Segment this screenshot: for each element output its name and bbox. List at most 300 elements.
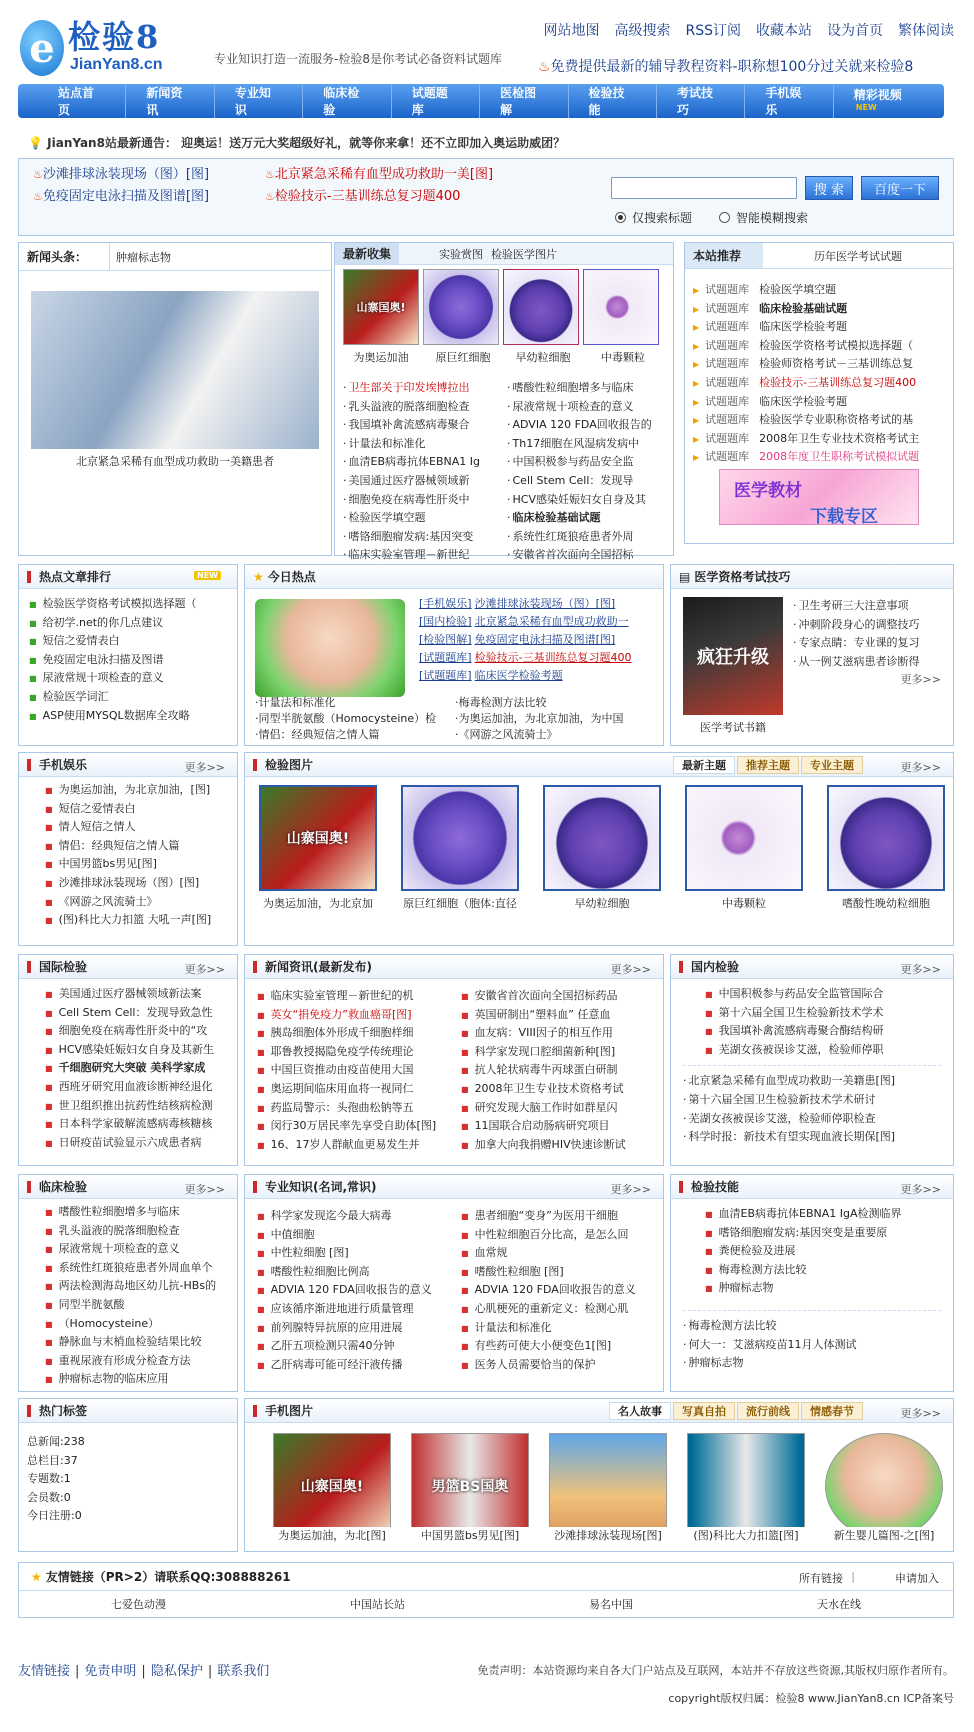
- list-item[interactable]: [461, 1337, 661, 1356]
- list-item[interactable]: [45, 1059, 237, 1078]
- list-item[interactable]: [507, 379, 669, 398]
- list-item-text: 芜湖女孩被误诊艾滋，检验师停职: [718, 1042, 884, 1056]
- exam-book-cover[interactable]: [683, 597, 783, 715]
- phone-pic[interactable]: [411, 1433, 529, 1539]
- list-item[interactable]: [29, 595, 237, 614]
- domestic-box: [670, 954, 954, 1166]
- recommend-item[interactable]: [693, 355, 949, 374]
- banner-bottom-text: 下载专区: [810, 507, 878, 527]
- list-item[interactable]: [29, 651, 237, 670]
- footer-link[interactable]: 友情链接: [18, 1664, 71, 1679]
- list-item[interactable]: [683, 1317, 953, 1336]
- recommend-list: [693, 281, 949, 467]
- book-caption[interactable]: 医学考试书籍: [700, 721, 766, 734]
- lab-pic-caption[interactable]: 为奥运加油，为北京加: [263, 897, 373, 910]
- more-link[interactable]: 更多>>: [184, 1183, 225, 1196]
- lab-pic-caption[interactable]: 原巨红细胞（胞体:直径: [403, 897, 517, 910]
- list-item[interactable]: [461, 1024, 661, 1043]
- nav-item[interactable]: [500, 84, 568, 118]
- hot-link-2[interactable]: [265, 163, 493, 182]
- list-item[interactable]: [461, 1207, 661, 1226]
- list-item-text: 医务人员需要恰当的保护: [474, 1357, 596, 1371]
- domestic-list-2: [671, 1072, 953, 1146]
- tab[interactable]: 专业主题: [801, 756, 863, 774]
- recent-list-2: [507, 379, 669, 565]
- list-item[interactable]: [45, 1370, 237, 1389]
- list-item[interactable]: [793, 616, 949, 635]
- phone-pic[interactable]: [825, 1433, 943, 1539]
- list-item[interactable]: [257, 1226, 457, 1245]
- list-item[interactable]: [45, 874, 237, 893]
- friend-link[interactable]: 七爱色动漫: [111, 1598, 166, 1611]
- more-link[interactable]: 更多>>: [900, 963, 941, 976]
- hot-link-text: 检验技示-三基训练总复习题400: [274, 189, 461, 204]
- nav-item[interactable]: [677, 84, 745, 118]
- list-item[interactable]: [705, 1041, 953, 1060]
- news-list-1: [257, 987, 457, 1154]
- list-item[interactable]: [683, 1072, 953, 1091]
- list-item-text: 临床实验室管理－新世纪的机: [270, 989, 414, 1002]
- list-item[interactable]: [461, 1061, 661, 1080]
- intl-lab-box: [18, 954, 238, 1166]
- recommend-item[interactable]: [693, 393, 949, 412]
- top-links: [543, 20, 954, 40]
- nav-item[interactable]: [146, 84, 214, 118]
- list-item[interactable]: [45, 1078, 237, 1097]
- recommend-item[interactable]: [693, 374, 949, 393]
- item-title: 检验医学资格考试模拟选择题（: [759, 338, 914, 352]
- list-item[interactable]: [45, 1240, 237, 1259]
- new-badge: NEW: [194, 571, 221, 580]
- today-bottom-item[interactable]: 情侣：经典短信之情人篇: [258, 728, 380, 741]
- list-item[interactable]: [683, 1128, 953, 1147]
- list-item[interactable]: [257, 987, 457, 1006]
- list-item-text: 闵行30万居民率先享受自助体[图]: [270, 1119, 437, 1133]
- recent-thumb-caption[interactable]: 为奥运加油: [353, 351, 409, 364]
- search-button[interactable]: 搜 索: [805, 176, 853, 200]
- list-item[interactable]: [507, 491, 669, 510]
- nav-item[interactable]: [323, 84, 391, 118]
- phone-pic[interactable]: [549, 1433, 667, 1539]
- list-item-text: 胰岛细胞体外形成千细胞样细: [270, 1026, 414, 1040]
- list-item[interactable]: [257, 1356, 457, 1375]
- list-item[interactable]: [683, 1110, 953, 1129]
- list-item[interactable]: [45, 985, 237, 1004]
- bullet: ·: [455, 728, 459, 741]
- lab-pic[interactable]: [543, 785, 661, 891]
- list-item[interactable]: [257, 1244, 457, 1263]
- list-item[interactable]: [461, 1281, 661, 1300]
- list-item[interactable]: [461, 1226, 661, 1245]
- list-item[interactable]: [343, 453, 503, 472]
- section-title: 检验技能: [691, 1180, 740, 1194]
- list-item[interactable]: [507, 435, 669, 454]
- list-item[interactable]: [461, 1300, 661, 1319]
- list-item[interactable]: [45, 1115, 237, 1134]
- list-item[interactable]: [793, 653, 949, 672]
- today-hot-row[interactable]: [419, 667, 659, 685]
- list-item[interactable]: [45, 1352, 237, 1371]
- list-item[interactable]: [257, 1263, 457, 1282]
- recommend-tab[interactable]: 历年医学考试试题: [814, 249, 902, 263]
- list-item[interactable]: [45, 800, 237, 819]
- list-item[interactable]: [29, 688, 237, 707]
- list-item-text: 世卫组织推出抗药性结核病检测: [58, 1098, 213, 1112]
- friend-link[interactable]: 天水在线: [817, 1598, 861, 1611]
- phone-pic-caption[interactable]: 为奥运加油，为北[图]: [265, 1527, 399, 1543]
- today-hot-row[interactable]: [419, 631, 659, 649]
- list-item[interactable]: [793, 634, 949, 653]
- all-links[interactable]: 所有链接: [799, 1572, 843, 1585]
- list-item[interactable]: [257, 1099, 457, 1118]
- lab-pic-caption[interactable]: 嗜酸性晚幼粒细胞: [842, 897, 930, 910]
- list-item[interactable]: [45, 1315, 237, 1334]
- nav-label: 医检图解: [500, 86, 537, 117]
- today-bottom-item[interactable]: 为奥运加油，为北京加油，为中国: [458, 712, 624, 725]
- lab-pic-caption[interactable]: 中毒颗粒: [722, 897, 766, 910]
- list-item[interactable]: [257, 1117, 457, 1136]
- list-item[interactable]: [257, 1136, 457, 1155]
- list-item-text: 细胞免疫在病毒性肝炎中: [348, 492, 470, 506]
- item-title: 2008年度卫生职称考试模拟试题: [759, 450, 920, 464]
- baidu-search-button[interactable]: 百度一下: [861, 176, 939, 200]
- list-item[interactable]: [705, 1261, 953, 1280]
- footer-link[interactable]: 联系我们: [217, 1664, 270, 1679]
- recommend-item[interactable]: [693, 318, 949, 337]
- list-item-text: 检验医学词汇: [42, 689, 109, 703]
- item-title: 检验医学专业职称资格考试的基: [759, 413, 914, 427]
- list-item[interactable]: [461, 1080, 661, 1099]
- list-item[interactable]: [29, 632, 237, 651]
- list-item[interactable]: [257, 1061, 457, 1080]
- logo-text: 检验8: [68, 18, 161, 56]
- row-title: 检验技示-三基训练总复习题400: [474, 651, 632, 664]
- list-item[interactable]: [257, 1006, 457, 1025]
- recent-thumb-caption[interactable]: 中毒颗粒: [601, 351, 645, 364]
- list-item[interactable]: [257, 1080, 457, 1099]
- phone-pics-box: [244, 1398, 954, 1552]
- list-item[interactable]: [507, 453, 669, 472]
- list-item-text: 中性粒细胞 [图]: [270, 1246, 349, 1260]
- list-item[interactable]: [343, 398, 503, 417]
- list-item[interactable]: [461, 1356, 661, 1375]
- list-item[interactable]: [343, 472, 503, 491]
- list-item[interactable]: [461, 1319, 661, 1338]
- list-item[interactable]: [45, 837, 237, 856]
- hot-link-4[interactable]: [265, 185, 460, 204]
- more-link[interactable]: 更多>>: [900, 1407, 941, 1420]
- headline-value[interactable]: 肿瘤标志物: [109, 243, 331, 270]
- list-item[interactable]: [705, 985, 953, 1004]
- list-item[interactable]: [343, 435, 503, 454]
- knowledge-list-1: [257, 1207, 457, 1374]
- list-item[interactable]: [45, 1203, 237, 1222]
- footer-link[interactable]: 免责申明: [84, 1664, 137, 1679]
- list-item[interactable]: [257, 1337, 457, 1356]
- textbook-banner[interactable]: [719, 469, 919, 525]
- list-item[interactable]: [257, 1024, 457, 1043]
- book-title: 疯狂升级: [697, 647, 769, 668]
- star-icon: ★: [253, 569, 264, 584]
- row-category: [手机娱乐]: [419, 597, 472, 610]
- list-item[interactable]: [45, 1277, 237, 1296]
- row-title: 北京紧急采稀有血型成功救助一: [474, 615, 629, 628]
- list-item[interactable]: [705, 1242, 953, 1261]
- list-item[interactable]: [461, 1006, 661, 1025]
- list-item[interactable]: [45, 1259, 237, 1278]
- item-title: 检验医学填空题: [759, 283, 837, 296]
- tab[interactable]: 最新主题: [673, 756, 735, 774]
- list-item[interactable]: [27, 1433, 237, 1452]
- nav-item[interactable]: [589, 84, 657, 118]
- more-link[interactable]: 更多>>: [184, 761, 225, 774]
- recommend-item[interactable]: [693, 448, 949, 467]
- recent-thumb-caption[interactable]: 早幼粒细胞: [515, 351, 571, 364]
- list-item[interactable]: [45, 781, 237, 800]
- clinical-list: [19, 1199, 237, 1389]
- list-item[interactable]: [507, 472, 669, 491]
- tab[interactable]: 名人故事: [609, 1402, 671, 1420]
- list-item[interactable]: [257, 1207, 457, 1226]
- today-bottom-item[interactable]: 同型半胱氨酸（Homocysteine）检: [258, 712, 437, 725]
- hot-link-text: 沙滩排球泳装现场（图）[图]: [42, 167, 210, 182]
- list-item-text: 检验医学资格考试模拟选择题（: [42, 597, 197, 610]
- item-title: 临床医学检验考题: [759, 320, 848, 334]
- list-item[interactable]: [29, 614, 237, 633]
- more-link[interactable]: 更多>>: [900, 673, 941, 686]
- phone-pic-caption[interactable]: (图)科比大力扣篮[图]: [679, 1527, 813, 1543]
- list-item[interactable]: [257, 1319, 457, 1338]
- hot-link-1[interactable]: [33, 163, 209, 182]
- list-item-text: 嗜酸性粒细胞增多与临床: [58, 1205, 180, 1218]
- list-item[interactable]: [507, 546, 669, 565]
- lab-pic[interactable]: [827, 785, 945, 891]
- recent-tab-2[interactable]: 检验医学图片: [491, 247, 558, 261]
- list-item[interactable]: [461, 1117, 661, 1136]
- list-item[interactable]: [507, 528, 669, 547]
- list-item[interactable]: [343, 491, 503, 510]
- recent-thumb[interactable]: [343, 269, 419, 345]
- section-title: 热点文章排行: [39, 570, 112, 584]
- nav-item[interactable]: [412, 84, 480, 118]
- phone-pic-caption[interactable]: 沙滩排球泳装现场[图]: [541, 1527, 675, 1543]
- list-item-text: 患者细胞“变身”为医用干细胞: [474, 1209, 618, 1222]
- list-item[interactable]: [257, 1281, 457, 1300]
- list-item[interactable]: [507, 416, 669, 435]
- list-item[interactable]: [45, 1097, 237, 1116]
- recommend-item[interactable]: [693, 430, 949, 449]
- radio-icon: [615, 212, 626, 223]
- nav-item[interactable]: [58, 84, 126, 118]
- list-item-text: 中性粒细胞百分比高，是怎么回: [474, 1227, 629, 1241]
- list-item[interactable]: [461, 1043, 661, 1062]
- list-item[interactable]: [45, 1022, 237, 1041]
- list-item-text: 科学家发现口腔细菌新种[图]: [474, 1044, 616, 1058]
- list-item-text: 粪便检验及进展: [718, 1244, 796, 1258]
- phone-pic-caption[interactable]: 新生婴儿篇图-之[图]: [817, 1527, 951, 1543]
- list-item-text: 抗人轮状病毒牛丙球蛋白研制: [474, 1063, 618, 1077]
- section-title: 友情链接（PR>2）请联系QQ:308888261: [45, 1570, 291, 1584]
- friend-links: [19, 1591, 953, 1617]
- list-item-text: 我国填补禽流感病毒聚合: [348, 418, 470, 432]
- list-item[interactable]: [461, 1136, 661, 1155]
- list-item-text: 为奥运加油，为北京加油，[图]: [58, 783, 211, 796]
- skills-list-2: [671, 1317, 953, 1373]
- main-nav: [18, 84, 944, 118]
- recommend-item[interactable]: [693, 411, 949, 430]
- list-item[interactable]: [793, 597, 949, 616]
- list-item[interactable]: [27, 1507, 237, 1526]
- recent-thumb[interactable]: [503, 269, 579, 345]
- recent-thumb[interactable]: [583, 269, 659, 345]
- section-bar: [27, 1181, 31, 1193]
- list-item[interactable]: [507, 398, 669, 417]
- lab-pic[interactable]: [685, 785, 803, 891]
- more-link[interactable]: 更多>>: [900, 1183, 941, 1196]
- apply-link[interactable]: 申请加入: [895, 1572, 939, 1585]
- list-item-text: 肿瘤标志物: [718, 1281, 774, 1295]
- recent-thumb-caption[interactable]: 原巨红细胞: [435, 351, 491, 364]
- list-item[interactable]: [45, 1134, 237, 1153]
- phone-pic-caption[interactable]: 中国男篮bs男见[图]: [403, 1527, 537, 1543]
- list-item[interactable]: [45, 1296, 237, 1315]
- list-item[interactable]: [257, 1300, 457, 1319]
- nav-item[interactable]: [854, 86, 944, 117]
- friend-link[interactable]: 易名中国: [589, 1598, 633, 1611]
- nav-item[interactable]: [765, 84, 833, 118]
- today-hot-row[interactable]: [419, 613, 659, 631]
- list-item[interactable]: [27, 1470, 237, 1489]
- headline-caption[interactable]: 北京紧急采稀有血型成功救助一美籍患者: [76, 455, 274, 468]
- disclaimer: 免责声明：本站资源均来自各大门户站点及互联网，本站并不存放这些资源,其版权归原作者所有。: [477, 1664, 954, 1677]
- headline-photo[interactable]: [31, 291, 319, 449]
- list-item[interactable]: [705, 1004, 953, 1023]
- list-item[interactable]: [27, 1452, 237, 1471]
- list-item[interactable]: [461, 1244, 661, 1263]
- recommend-item[interactable]: [693, 281, 949, 300]
- list-item[interactable]: [343, 379, 503, 398]
- top-link[interactable]: 收藏本站: [756, 23, 812, 39]
- tab[interactable]: 写真自拍: [673, 1402, 735, 1420]
- more-link[interactable]: 更多>>: [184, 963, 225, 976]
- list-item[interactable]: [705, 1279, 953, 1298]
- top-link[interactable]: 网站地图: [543, 23, 600, 39]
- option-title-only[interactable]: [615, 209, 692, 226]
- section-bar: [253, 759, 257, 771]
- list-item[interactable]: [257, 1043, 457, 1062]
- friend-link[interactable]: 中国站长站: [350, 1598, 405, 1611]
- today-bottom-item[interactable]: 计量法和标准化: [258, 696, 336, 709]
- search-band: [18, 158, 954, 236]
- nav-item[interactable]: [235, 84, 303, 118]
- tab[interactable]: 情感春节: [801, 1402, 863, 1420]
- top-link[interactable]: 高级搜索: [614, 23, 671, 39]
- list-item-text: 总新闻:238: [27, 1435, 85, 1448]
- option-fuzzy[interactable]: [719, 209, 808, 226]
- phone-pic[interactable]: [687, 1433, 805, 1539]
- list-item[interactable]: [45, 911, 237, 930]
- list-item[interactable]: [343, 546, 503, 565]
- list-item[interactable]: [705, 1224, 953, 1243]
- list-item-text: 千细胞研究大突破 美科学家成: [58, 1061, 206, 1075]
- list-item-text: 细胞免疫在病毒性肝炎中的“攻: [58, 1024, 208, 1038]
- list-item[interactable]: [461, 1263, 661, 1282]
- list-item[interactable]: [29, 669, 237, 688]
- more-link[interactable]: 更多>>: [900, 761, 941, 774]
- more-link[interactable]: 更多>>: [610, 963, 651, 976]
- promo-banner[interactable]: [538, 56, 913, 76]
- lab-pic[interactable]: [401, 785, 519, 891]
- today-bottom-item[interactable]: 《网游之风流骑士》: [458, 728, 558, 741]
- today-hot-photo[interactable]: [255, 599, 405, 697]
- today-hot-row[interactable]: [419, 595, 659, 613]
- today-hot-box: [244, 564, 664, 746]
- list-item[interactable]: [705, 1022, 953, 1041]
- top-link[interactable]: 繁体阅读: [898, 23, 954, 39]
- more-link[interactable]: 更多>>: [610, 1183, 651, 1196]
- list-item[interactable]: [343, 416, 503, 435]
- list-item-text: 11国联合启动肠病研究项目: [474, 1119, 610, 1133]
- hot-link-3[interactable]: [33, 185, 209, 204]
- list-item[interactable]: [45, 1333, 237, 1352]
- tab[interactable]: 流行前线: [737, 1402, 799, 1420]
- list-item[interactable]: [461, 987, 661, 1006]
- phone-pic[interactable]: [273, 1433, 391, 1539]
- list-item[interactable]: [683, 1336, 953, 1355]
- list-item[interactable]: [27, 1489, 237, 1508]
- today-bottom-item[interactable]: 梅毒检测方法比较: [458, 696, 547, 709]
- top-link[interactable]: 设为首页: [827, 23, 883, 39]
- list-item[interactable]: [45, 1222, 237, 1241]
- recent-thumb[interactable]: [423, 269, 499, 345]
- top-link[interactable]: RSS订阅: [685, 23, 741, 39]
- list-item[interactable]: [507, 509, 669, 528]
- list-item[interactable]: [683, 1354, 953, 1373]
- list-item[interactable]: [683, 1091, 953, 1110]
- recent-title: 最新收集: [335, 243, 399, 264]
- list-item[interactable]: [705, 1205, 953, 1224]
- recommend-item[interactable]: [693, 300, 949, 319]
- footer-link[interactable]: 隐私保护: [150, 1664, 203, 1679]
- recent-tab-1[interactable]: 实验赏图: [439, 247, 484, 261]
- recommend-item[interactable]: [693, 337, 949, 356]
- list-item-text: 计量法和标准化: [474, 1320, 552, 1334]
- section-bar: [679, 961, 683, 973]
- list-item[interactable]: [343, 528, 503, 547]
- list-item[interactable]: [45, 818, 237, 837]
- lab-pic[interactable]: [259, 785, 377, 891]
- site-logo[interactable]: [20, 10, 210, 82]
- item-title: 检验技示-三基训练总复习题400: [759, 375, 917, 389]
- list-item[interactable]: [45, 893, 237, 912]
- lab-pic-caption[interactable]: 早幼粒细胞: [574, 897, 630, 910]
- list-item[interactable]: [461, 1099, 661, 1118]
- site-notice[interactable]: [28, 134, 565, 151]
- list-item[interactable]: [343, 509, 503, 528]
- list-item-text: 沙滩排球泳装现场（图）[图]: [58, 875, 200, 889]
- search-input[interactable]: [611, 177, 797, 199]
- list-item[interactable]: [45, 1041, 237, 1060]
- list-item[interactable]: [45, 1004, 237, 1023]
- hot-articles-box: [18, 564, 238, 746]
- tab[interactable]: 推荐主题: [737, 756, 799, 774]
- list-item[interactable]: [29, 707, 237, 726]
- site-slogan: 专业知识打造一流服务-检验8是你考试必备资料试题库: [214, 52, 502, 66]
- hot-link-text: 北京紧急采稀有血型成功救助一美[图]: [274, 167, 494, 182]
- list-item[interactable]: [45, 855, 237, 874]
- list-item-text: 嗜酸性粒细胞 [图]: [474, 1264, 564, 1278]
- today-hot-row[interactable]: [419, 649, 659, 667]
